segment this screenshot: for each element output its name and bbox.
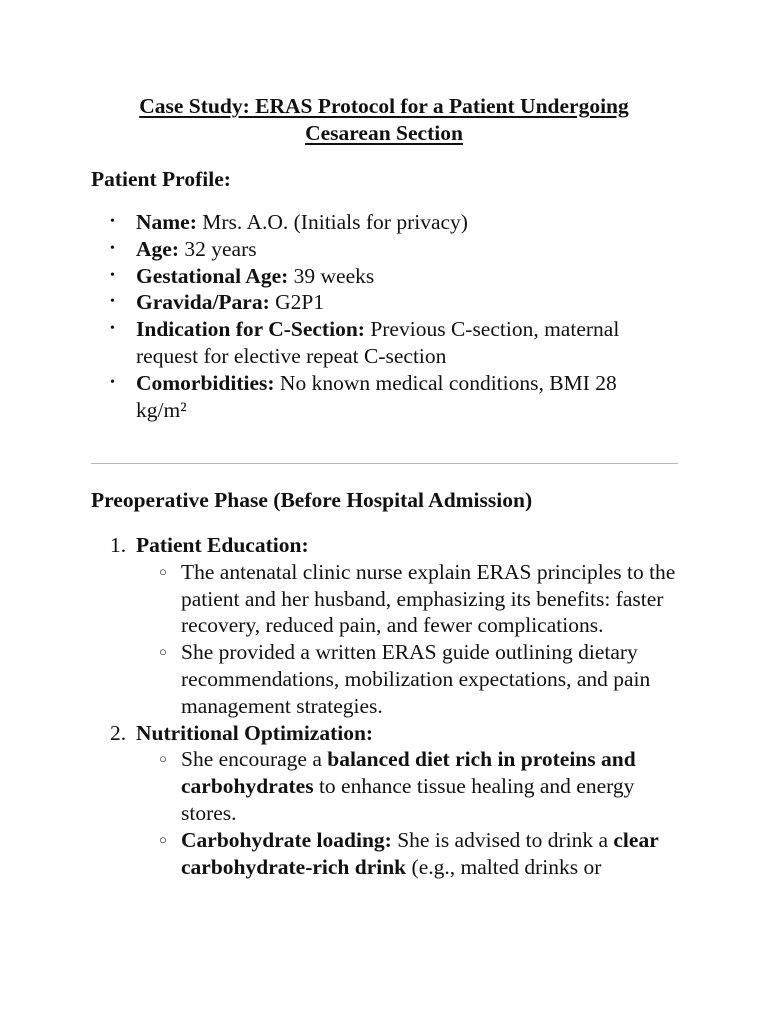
list-item xyxy=(110,532,685,720)
list-item xyxy=(110,289,670,316)
list-item xyxy=(110,316,670,370)
bullet-icon: • xyxy=(110,374,115,390)
point-text-bold: clear carbohydrate-rich drink xyxy=(181,827,659,879)
bullet-icon: • xyxy=(110,267,115,283)
profile-value: 32 years xyxy=(184,236,257,261)
point-text: The antenatal clinic nurse explain ERAS principles to the patient and her husband, emphasizing its benefits: faster recovery, reduced pain, and fewer complications. xyxy=(181,559,676,638)
bullet-icon: • xyxy=(110,321,115,337)
profile-value: No known medical conditions, BMI 28 kg/m² xyxy=(136,370,617,422)
section-points xyxy=(136,746,685,880)
point-text: She provided a written ERAS guide outlining dietary recommendations, mobilization expectations, and pain management strategies. xyxy=(181,640,651,718)
circle-bullet-icon: ○ xyxy=(159,644,167,660)
section-number: 2. xyxy=(110,720,127,745)
list-item xyxy=(136,559,685,639)
bullet-icon: • xyxy=(110,240,115,256)
profile-label: Indication for C-Section: xyxy=(136,317,365,342)
list-item xyxy=(110,209,670,236)
profile-value: Previous C-section, maternal request for elective repeat C-section xyxy=(136,317,620,368)
list-item xyxy=(110,370,670,424)
point-lead-bold: Carbohydrate loading: xyxy=(181,827,392,852)
profile-label: Age: xyxy=(136,236,179,261)
circle-bullet-icon: ○ xyxy=(159,751,167,767)
title-line-2: Cesarean Section xyxy=(305,121,463,145)
preoperative-phase-heading: Preoperative Phase (Before Hospital Admission) xyxy=(91,488,533,512)
point-text-post: (e.g., malted drinks or xyxy=(406,854,602,879)
document-title xyxy=(92,93,676,147)
preoperative-section-list xyxy=(110,532,685,880)
list-item xyxy=(110,236,670,263)
profile-value: Mrs. A.O. (Initials for privacy) xyxy=(202,210,468,234)
bullet-icon: • xyxy=(110,214,115,229)
circle-bullet-icon: ○ xyxy=(159,563,167,579)
profile-value: 39 weeks xyxy=(293,263,375,288)
list-item xyxy=(110,720,685,881)
profile-label: Gravida/Para: xyxy=(136,290,270,315)
title-line-1: Case Study: ERAS Protocol for a Patient Undergoing xyxy=(139,94,629,118)
patient-profile-list xyxy=(110,209,670,423)
list-item xyxy=(110,263,670,290)
section-points xyxy=(136,559,685,720)
section-title: Patient Education: xyxy=(136,533,309,557)
profile-label: Comorbidities: xyxy=(136,370,275,395)
list-item xyxy=(136,639,685,719)
profile-value: G2P1 xyxy=(275,290,325,315)
section-title: Nutritional Optimization: xyxy=(136,720,374,745)
profile-label: Name: xyxy=(136,210,197,234)
section-number: 1. xyxy=(110,533,127,557)
circle-bullet-icon: ○ xyxy=(159,831,167,847)
patient-profile-heading: Patient Profile: xyxy=(91,167,231,191)
list-item xyxy=(136,746,685,826)
profile-label: Gestational Age: xyxy=(136,263,289,288)
point-text-pre: She encourage a xyxy=(181,747,328,772)
point-text-post: to enhance tissue healing and energy stores. xyxy=(181,774,635,825)
point-text-bold: balanced diet rich in proteins and carbohydrates xyxy=(181,747,636,799)
list-item xyxy=(136,827,685,881)
horizontal-divider xyxy=(91,463,678,464)
point-text-mid: She is advised to drink a xyxy=(391,827,614,852)
bullet-icon: • xyxy=(110,294,115,310)
